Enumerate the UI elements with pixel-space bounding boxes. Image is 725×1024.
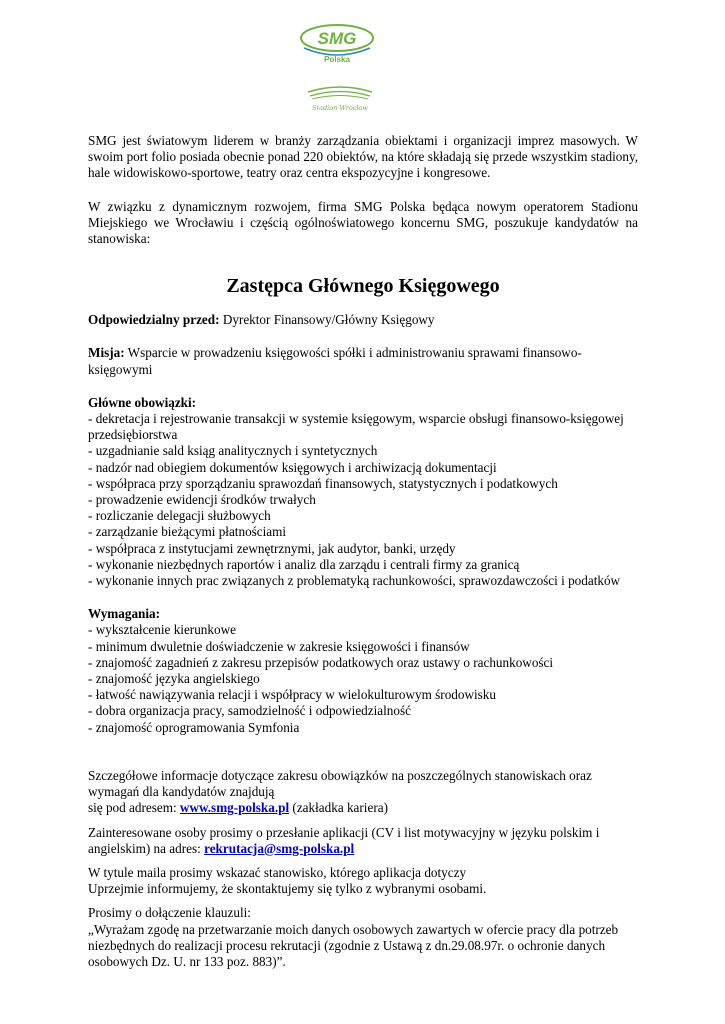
intro-paragraph-2: W związku z dynamicznym rozwojem, firma SMG Polska będąca nowym operatorem Stadionu Miejskiego we Wrocławiu i częścią ogólnoświatowego koncernu SMG, poszukuje kandydatów na stanowiska: xyxy=(88,198,638,247)
smg-polska-logo xyxy=(298,18,376,70)
list-item: - współpraca przy sporządzaniu sprawozdań finansowych, statystycznych i podatkowych xyxy=(88,476,638,492)
logo-polska-text: Polska xyxy=(324,55,350,64)
info-line-2 xyxy=(88,800,638,816)
mission-value: Wsparcie w prowadzeniu księgowości spółki i administrowaniu sprawami finansowo-księgowymi xyxy=(88,345,582,377)
list-item: - łatwość nawiązywania relacji i współpracy w wielokulturowym środowisku xyxy=(88,687,638,703)
website-link[interactable]: www.smg-polska.pl xyxy=(179,800,290,816)
list-item: - prowadzenie ewidencji środków trwałych xyxy=(88,492,638,508)
mission-line xyxy=(88,345,638,377)
list-item: - znajomość zagadnień z zakresu przepisów podatkowych oraz ustawy o rachunkowości xyxy=(88,655,638,671)
mission-label: Misja: xyxy=(88,345,125,361)
requirements-heading: Wymagania: xyxy=(88,606,161,622)
list-item: - uzgadnianie sald ksiąg analitycznych i syntetycznych xyxy=(88,443,638,459)
job-title: Zastępca Głównego Księgowego xyxy=(226,275,500,298)
stadion-wroclaw-logo xyxy=(300,84,380,114)
list-item: - dobra organizacja pracy, samodzielność i odpowiedzialność xyxy=(88,703,638,719)
duties-list xyxy=(88,411,638,589)
list-item: - znajomość oprogramowania Symfonia xyxy=(88,720,638,736)
list-item: - wykonanie innych prac związanych z problematyką rachunkowości, sprawozdawczości i podatków xyxy=(88,573,638,589)
intro-paragraph-1: SMG jest światowym liderem w branży zarządzania obiektami i organizacji imprez masowych. W swoim port folio posiada obecnie ponad 220 obiektów, na które składają się przede wszystkim stadiony, hale widowiskowo-sportowe, teatry oraz centra ekspozycyjne i kongresowe. xyxy=(88,133,638,181)
duties-section xyxy=(88,395,638,589)
list-item: - współpraca z instytucjami zewnętrznymi, jak audytor, banki, urzędy xyxy=(88,541,638,557)
list-item: - minimum dwuletnie doświadczenie w zakresie księgowości i finansów xyxy=(88,639,638,655)
note-line-1: W tytule maila prosimy wskazać stanowisko, którego aplikacja dotyczy xyxy=(88,864,467,880)
info-suffix: (zakładka kariera) xyxy=(289,800,388,816)
list-item: - znajomość języka angielskiego xyxy=(88,671,638,687)
job-offer-document xyxy=(88,133,638,970)
info-prefix: się pod adresem: xyxy=(88,800,180,816)
clause-text: „Wyrażam zgodę na przetwarzanie moich danych osobowych zawartych w ofercie pracy dla potrzeb niezbędnych do realizacji procesu rekrutacji (zgodnie z Ustawą z dn.29.08.97r. o ochronie danych osobowych Dz. U. nr 133 poz. 883)”. xyxy=(88,921,619,969)
stadion-logo-text: Stadion Wrocław xyxy=(312,104,368,112)
list-item: - dekretacja i rejestrowanie transakcji w systemie księgowym, wsparcie obsługi finansowo-księgowej przedsiębiorstwa xyxy=(88,411,638,443)
duties-heading: Główne obowiązki: xyxy=(88,394,197,410)
list-item: - rozliczanie delegacji służbowych xyxy=(88,508,638,524)
clause-intro: Prosimy o dołączenie klauzuli: xyxy=(88,905,251,921)
info-line-1: Szczegółowe informacje dotyczące zakresu obowiązków na poszczególnych stanowiskach oraz wymagań dla kandydatów znajdują xyxy=(88,767,592,800)
apply-paragraph xyxy=(88,825,638,857)
responsible-line xyxy=(88,312,638,328)
list-item: - nadzór nad obiegiem dokumentów księgowych i archiwizacją dokumentacji xyxy=(88,460,638,476)
logo-smg-text: SMG xyxy=(317,29,357,48)
responsible-label: Odpowiedzialny przed: xyxy=(88,312,220,328)
email-link[interactable]: rekrutacja@smg-polska.pl xyxy=(204,840,355,856)
list-item: - wykonanie niezbędnych raportów i analiz dla zarządu i centrali firmy za granicą xyxy=(88,557,638,573)
list-item: - zarządzanie bieżącymi płatnościami xyxy=(88,524,638,540)
requirements-list xyxy=(88,622,638,735)
responsible-value: Dyrektor Finansowy/Główny Księgowy xyxy=(219,312,435,328)
apply-text: Zainteresowane osoby prosimy o przesłanie aplikacji (CV i list motywacyjny w języku polskim i angielskim) na adres: xyxy=(88,824,600,856)
requirements-section xyxy=(88,606,638,736)
list-item: - wykształcenie kierunkowe xyxy=(88,622,638,638)
note-line-2: Uprzejmie informujemy, że skontaktujemy się tylko z wybranymi osobami. xyxy=(88,881,487,897)
